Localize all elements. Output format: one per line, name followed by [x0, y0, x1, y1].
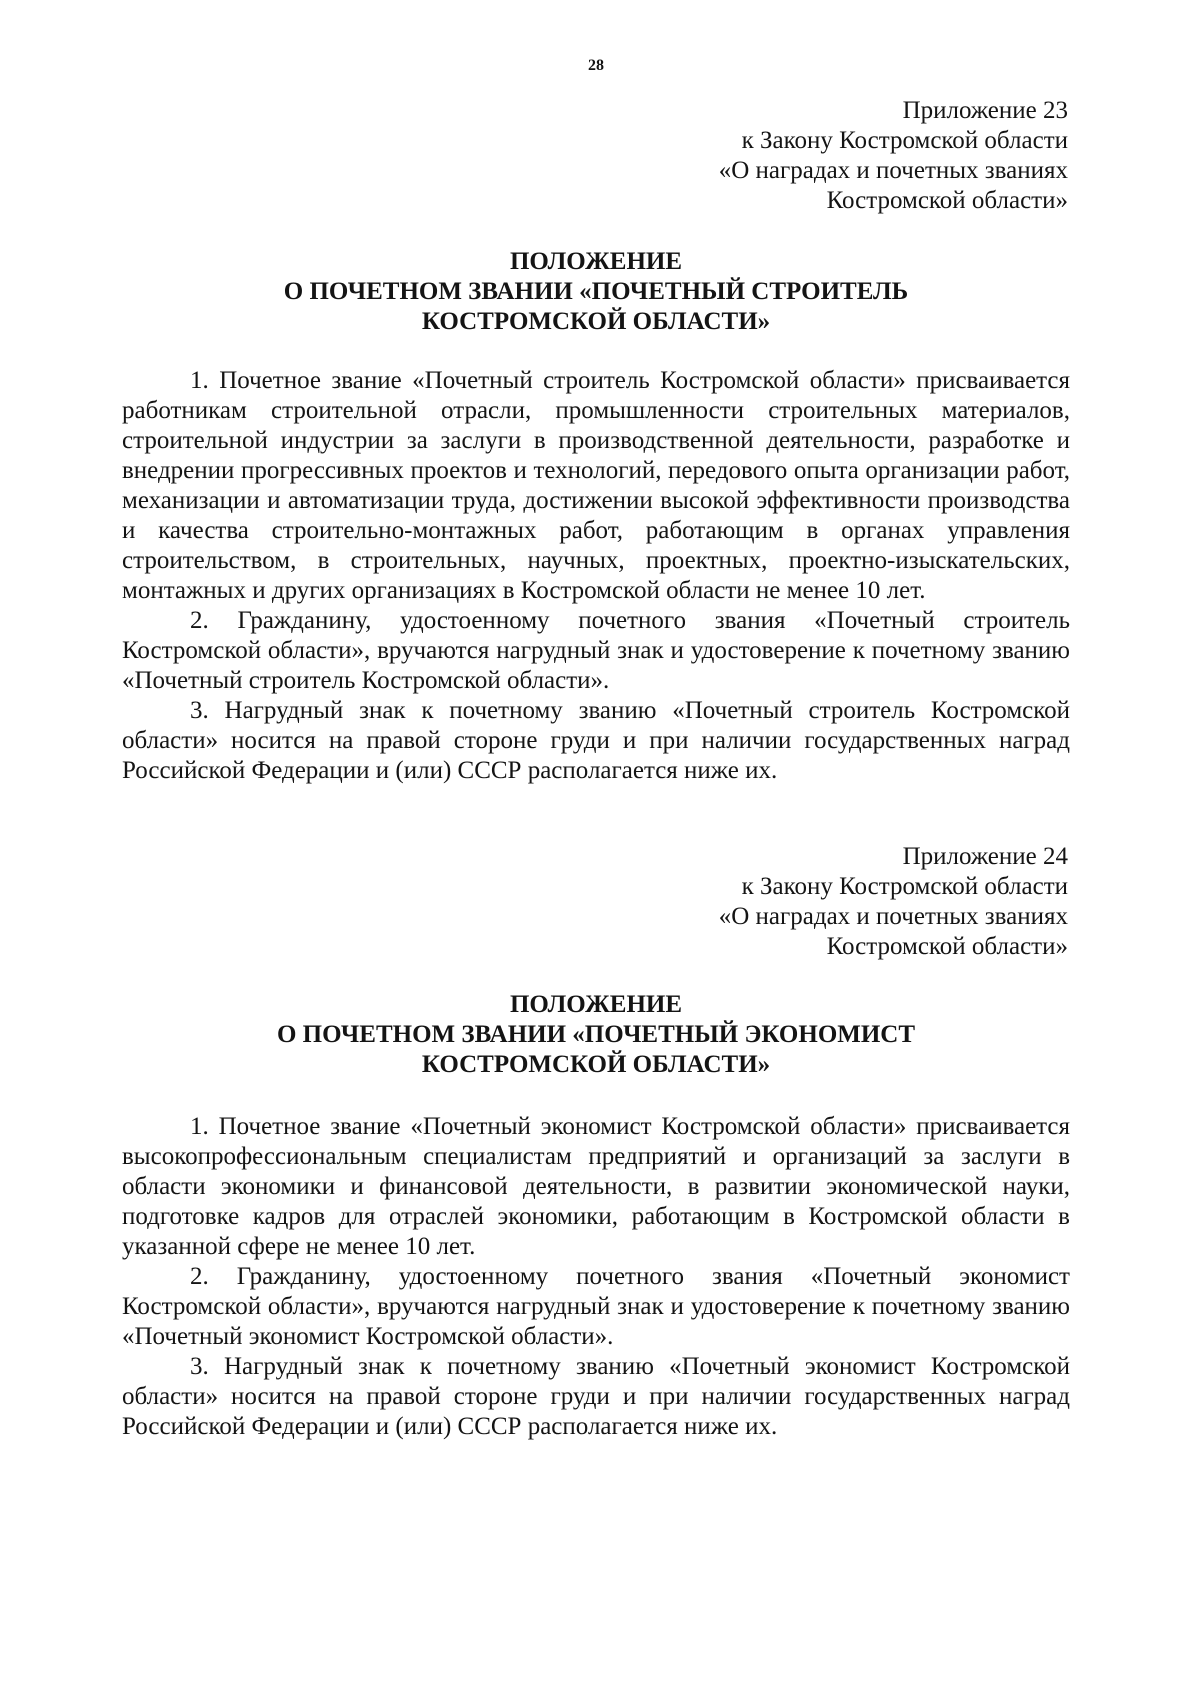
document-body [122, 366, 1070, 786]
appendix-header-line: Костромской области» [826, 187, 1068, 214]
appendix-header-line: «О наградах и почетных званиях [718, 157, 1068, 184]
clause-paragraph: 3. Нагрудный знак к почетному званию «Почетный строитель Костромской области» носится на правой стороне груди и при наличии государственных наград Российской Федерации и (или) СССР располагается ниже их. [122, 697, 1070, 784]
title-line: О ПОЧЕТНОМ ЗВАНИИ «ПОЧЕТНЫЙ ЭКОНОМИСТ [276, 1021, 916, 1048]
appendix-header-line: к Закону Костромской области [741, 873, 1068, 900]
clause-paragraph: 2. Гражданину, удостоенному почетного звания «Почетный экономист Костромской области», вручаются нагрудный знак и удостоверение к почетному званию «Почетный экономист Костромской области». [122, 1263, 1070, 1350]
appendix-header-line: Костромской области» [826, 933, 1068, 960]
appendix-header-line: Приложение 23 [902, 97, 1068, 124]
title-line: О ПОЧЕТНОМ ЗВАНИИ «ПОЧЕТНЫЙ СТРОИТЕЛЬ [283, 278, 909, 305]
clause-paragraph: 1. Почетное звание «Почетный строитель Костромской области» присваивается работникам строительной отрасли, промышленности строительных материалов, строительной индустрии за заслуги в производственной деятельности, разработке и внедрении прогрессивных проектов и технологий, передового опыта организации работ, механизации и автоматизации труда, достижении высокой эффективности производства и качества строительно-монтажных работ, работающим в органах управления строительством, в строительных, научных, проектных, проектно-изыскательских, монтажных и других организациях в Костромской области не менее 10 лет. [122, 367, 1070, 604]
appendix-header-line: Приложение 24 [902, 843, 1068, 870]
title-line: КОСТРОМСКОЙ ОБЛАСТИ» [421, 308, 771, 335]
title-line: ПОЛОЖЕНИЕ [509, 991, 683, 1018]
clause-paragraph: 1. Почетное звание «Почетный экономист Костромской области» присваивается высокопрофессиональным специалистам предприятий и организаций за заслуги в области экономики и финансовой деятельности, в развитии экономической науки, подготовке кадров для отраслей экономики, работающим в Костромской области в указанной сфере не менее 10 лет. [122, 1113, 1070, 1260]
title-line: ПОЛОЖЕНИЕ [509, 248, 683, 275]
document-title [122, 247, 1070, 337]
document-title [122, 990, 1070, 1080]
appendix-header [468, 96, 1068, 216]
appendix-header-line: «О наградах и почетных званиях [718, 903, 1068, 930]
clause-paragraph: 2. Гражданину, удостоенному почетного звания «Почетный строитель Костромской области», вручаются нагрудный знак и удостоверение к почетному званию «Почетный строитель Костромской области». [122, 607, 1070, 694]
appendix-header [468, 842, 1068, 962]
document-body [122, 1112, 1070, 1442]
page-number: 28 [588, 57, 604, 74]
title-line: КОСТРОМСКОЙ ОБЛАСТИ» [421, 1051, 771, 1078]
clause-paragraph: 3. Нагрудный знак к почетному званию «Почетный экономист Костромской области» носится на правой стороне груди и при наличии государственных наград Российской Федерации и (или) СССР располагается ниже их. [122, 1353, 1070, 1440]
appendix-header-line: к Закону Костромской области [741, 127, 1068, 154]
